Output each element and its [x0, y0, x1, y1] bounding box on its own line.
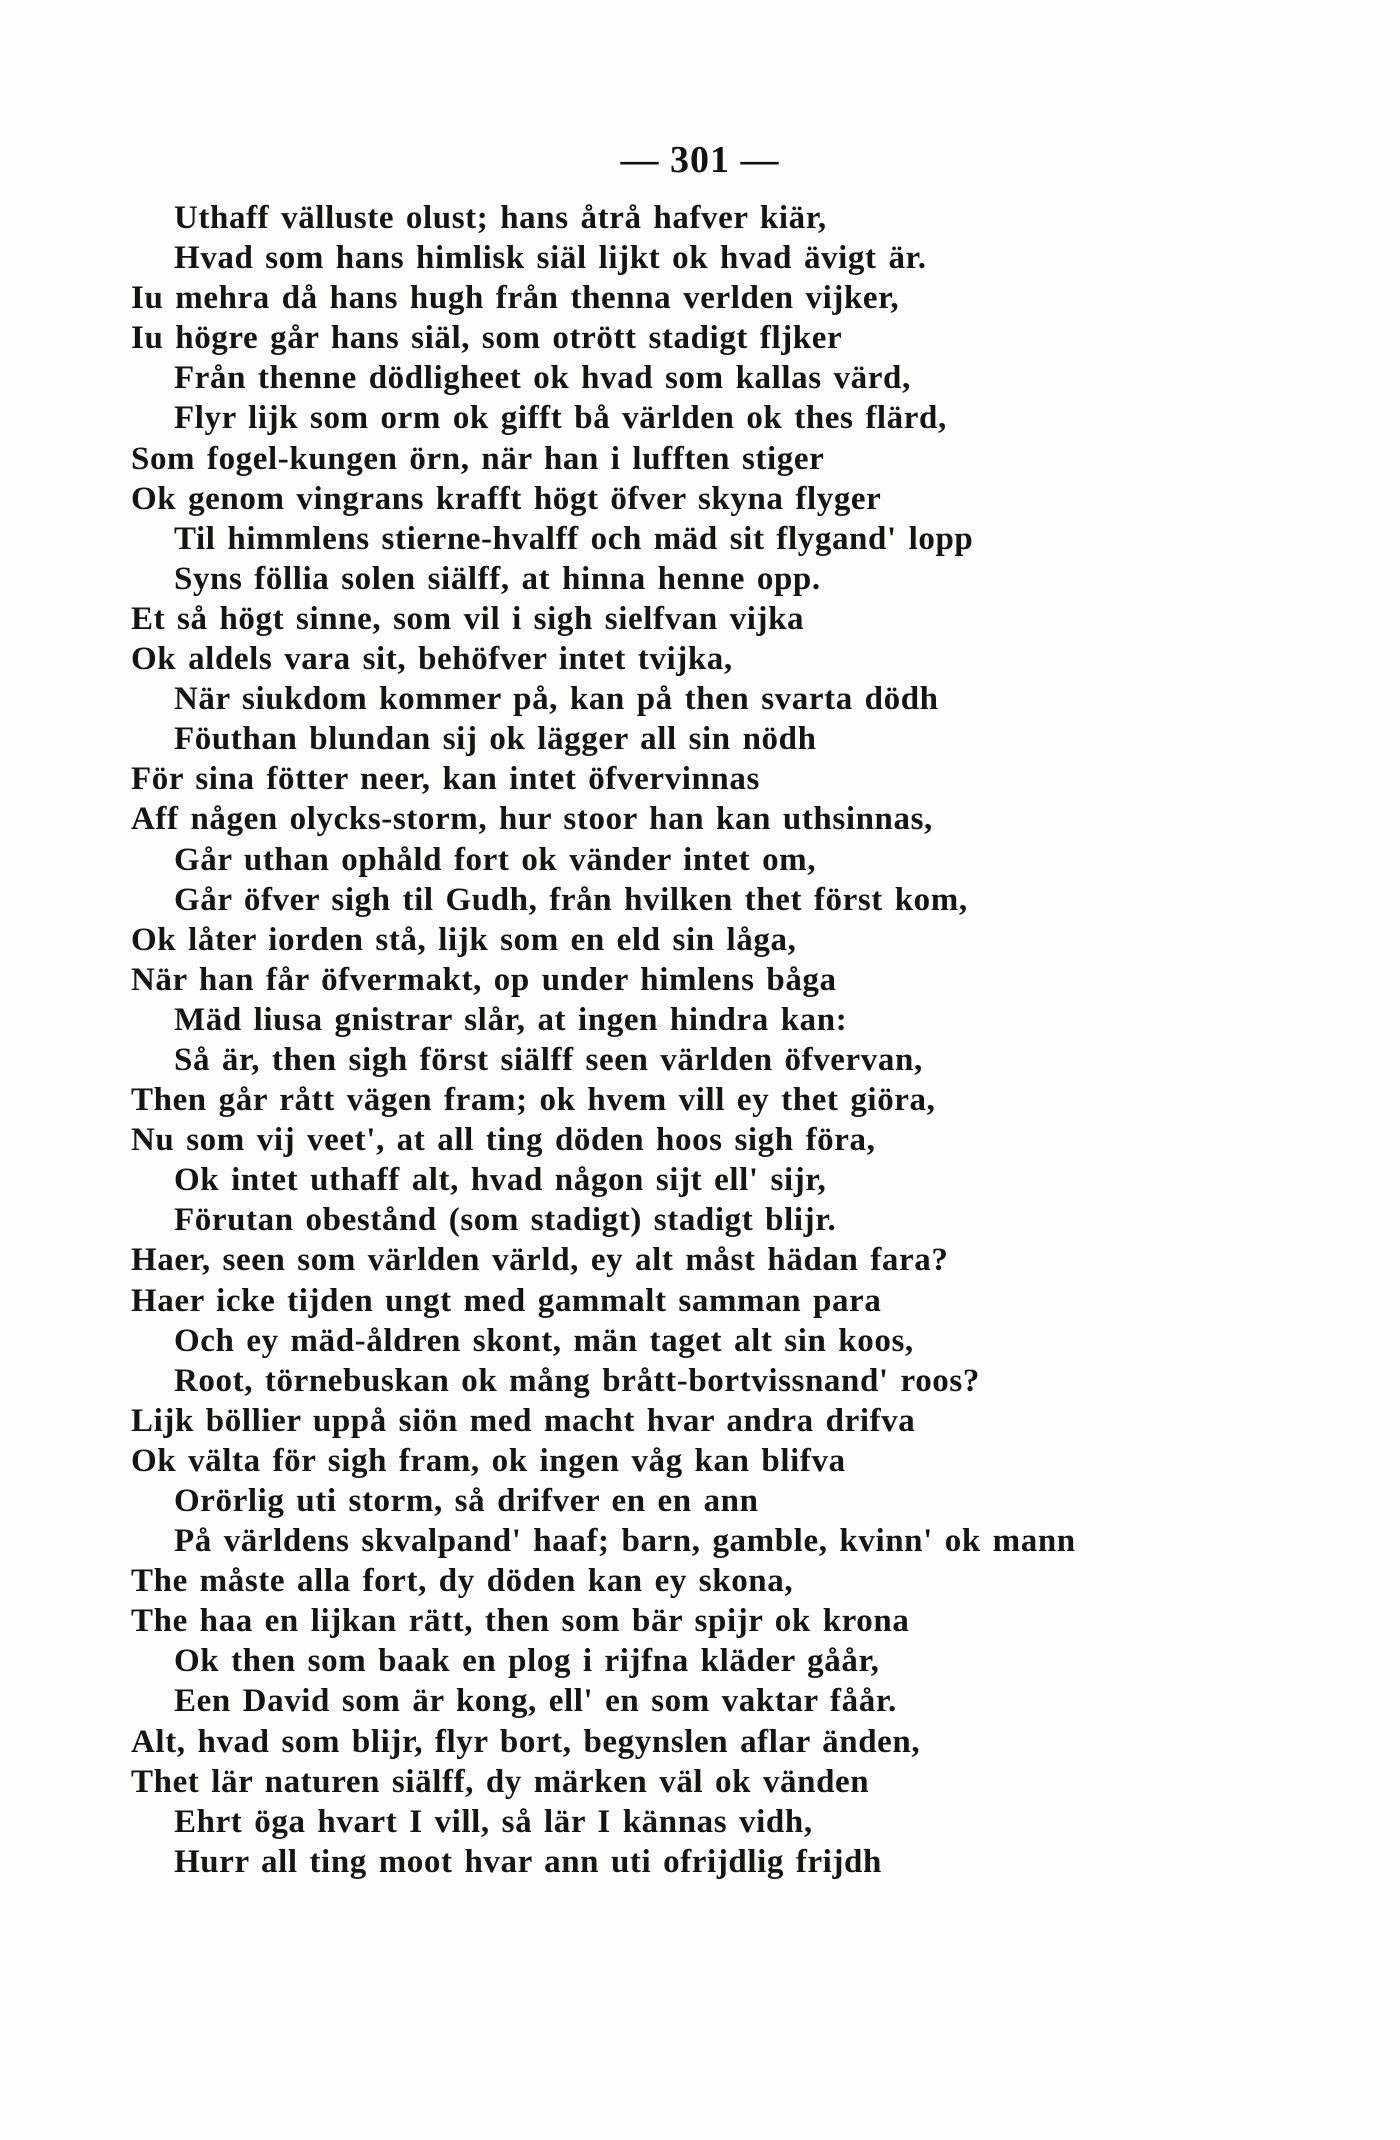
poem-line: Hurr all ting moot hvar ann uti ofrijdlig frijdh — [174, 1843, 882, 1880]
poem-line: Från thenne dödligheet ok hvad som kallas värd, — [174, 360, 911, 397]
poem-line: Thet lär naturen siälff, dy märken väl ok vänden — [131, 1763, 870, 1800]
poem-line: Ehrt öga hvart I vill, så lär I kännas vidh, — [174, 1803, 813, 1840]
poem-line: Orörlig uti storm, så drifver en en ann — [174, 1483, 759, 1519]
poem-line: Til himmlens stierne-hvalff och mäd sit flygand' lopp — [174, 520, 974, 557]
poem-line: Och ey mäd-åldren skont, män taget alt sin koos, — [174, 1322, 914, 1359]
poem-line: Nu som vij veet', at all ting döden hoos sigh föra, — [131, 1122, 876, 1159]
poem-line: Ok välta för sigh fram, ok ingen våg kan blifva — [131, 1442, 846, 1479]
poem-line: Uthaff välluste olust; hans åtrå hafver kiär, — [174, 200, 827, 236]
poem-line: Så är, then sigh först siälff seen världen öfvervan, — [174, 1041, 923, 1078]
poem-line: Föuthan blundan sij ok lägger all sin nödh — [174, 721, 817, 758]
poem-line: När siukdom kommer på, kan på then svarta dödh — [174, 681, 939, 718]
poem-line: Syns föllia solen siälff, at hinna henne opp. — [174, 560, 821, 597]
poem-line: Ok then som baak en plog i rijfna kläder gåår, — [174, 1643, 880, 1680]
poem-line: Ok genom vingrans krafft högt öfver skyna flyger — [131, 480, 882, 517]
poem-line: Förutan obestånd (som stadigt) stadigt blijr. — [174, 1202, 837, 1239]
poem-line: The haa en lijkan rätt, then som bär spijr ok krona — [131, 1603, 910, 1640]
poem-line: Then går rått vägen fram; ok hvem vill ey thet giöra, — [131, 1082, 936, 1119]
poem-line: Hvad som hans himlisk siäl lijkt ok hvad ävigt är. — [174, 240, 927, 277]
poem-line: Et så högt sinne, som vil i sigh sielfvan vijka — [131, 600, 805, 637]
poem-line: Haer, seen som världen värld, ey alt måst hädan fara? — [131, 1242, 949, 1279]
poem-line: När han får öfvermakt, op under himlens båga — [131, 961, 837, 998]
poem-text — [0, 198, 1400, 1882]
poem-line: Mäd liusa gnistrar slår, at ingen hindra kan: — [174, 1001, 848, 1038]
poem-line: Ok intet uthaff alt, hvad någon sijt ell' sijr, — [174, 1162, 827, 1199]
poem-line: Iu högre går hans siäl, som otrött stadigt fljker — [131, 320, 843, 357]
poem-line: Ok låter iorden stå, lijk som en eld sin låga, — [131, 921, 797, 958]
page-number: — 301 — — [620, 139, 780, 181]
poem-line: Ok aldels vara sit, behöfver intet tvijka, — [131, 641, 733, 678]
poem-line: På världens skvalpand' haaf; barn, gamble, kvinn' ok mann — [174, 1523, 1076, 1560]
poem-line: Aff någen olycks-storm, hur stoor han kan uthsinnas, — [131, 801, 933, 838]
poem-line: Root, törnebuskan ok mång brått-bortvissnand' roos? — [174, 1362, 980, 1399]
poem-line: Iu mehra då hans hugh från thenna verlden vijker, — [131, 280, 900, 317]
poem-line: Haer icke tijden ungt med gammalt samman para — [131, 1282, 882, 1319]
poem-line: Går öfver sigh til Gudh, från hvilken thet först kom, — [174, 881, 968, 918]
poem-line: The måste alla fort, dy döden kan ey skona, — [131, 1563, 794, 1600]
poem-line: Lijk böllier uppå siön med macht hvar andra drifva — [131, 1402, 916, 1439]
poem-line: Alt, hvad som blijr, flyr bort, begynslen aflar änden, — [131, 1723, 921, 1760]
poem-line: För sina fötter neer, kan intet öfvervinnas — [131, 761, 760, 798]
poem-line: Går uthan ophåld fort ok vänder intet om, — [174, 841, 817, 878]
poem-line: Een David som är kong, ell' en som vaktar fåår. — [174, 1683, 897, 1720]
poem-line: Som fogel-kungen örn, när han i lufften stiger — [131, 440, 825, 477]
poem-line: Flyr lijk som orm ok gifft bå världen ok thes flärd, — [174, 400, 947, 437]
